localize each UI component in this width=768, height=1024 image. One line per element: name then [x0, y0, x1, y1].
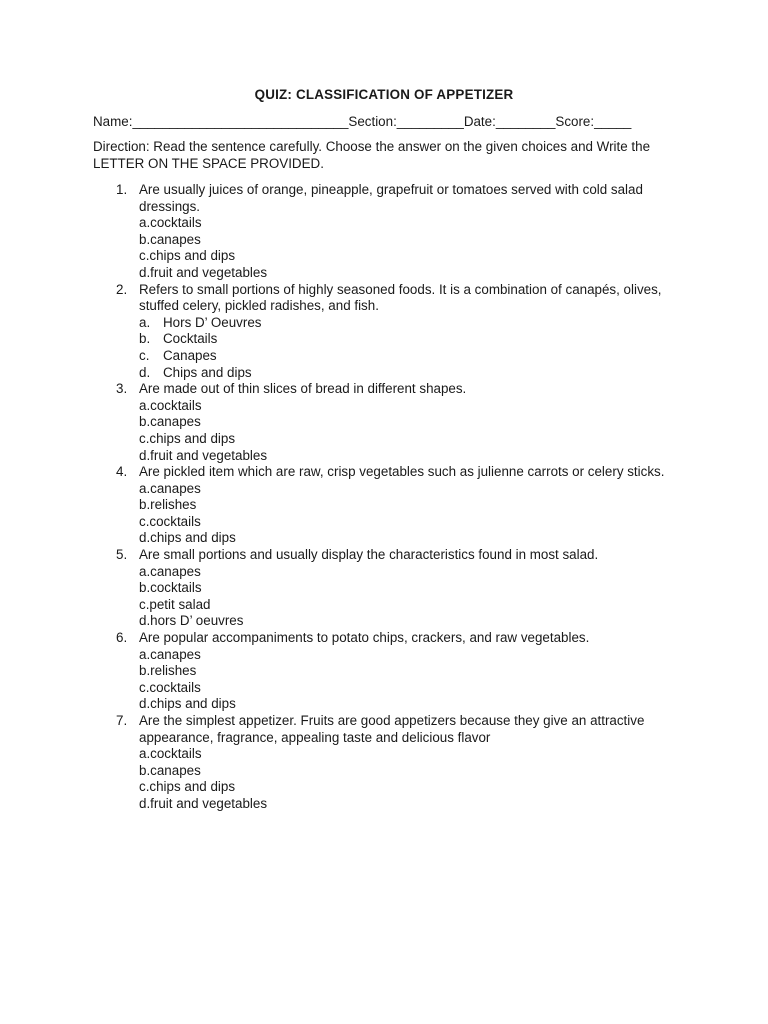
answer-choice: b.relishes: [139, 663, 197, 679]
choice-text: Chips and dips: [163, 364, 252, 380]
question-item: [93, 282, 693, 382]
choice-text: Cocktails: [163, 331, 218, 347]
answer-choice: b.canapes: [139, 231, 201, 247]
answer-choice: c.petit salad: [139, 596, 211, 612]
answer-choice: [139, 331, 693, 348]
question-number: 6.: [116, 630, 128, 646]
question-number: 4.: [116, 464, 128, 480]
answer-choice: [139, 315, 693, 332]
answer-choice: a.cocktails: [139, 215, 202, 231]
choice-letter: b.: [139, 331, 151, 347]
answer-choice: b.canapes: [139, 414, 201, 430]
question-item: [93, 713, 693, 813]
question-text: Are usually juices of orange, pineapple, grapefruit or tomatoes served with cold salad dressings.: [139, 182, 643, 214]
answer-choice: d.chips and dips: [139, 530, 236, 546]
question-item: [93, 464, 693, 547]
choice-text: Canapes: [163, 347, 217, 363]
question-item: [93, 630, 693, 713]
answer-choice: a.canapes: [139, 480, 201, 496]
answer-choice: [139, 348, 693, 365]
question-list: [93, 182, 693, 813]
student-info-line: Name:_____________________________Section:_________Date:________Score:_____: [93, 114, 632, 129]
question-text: Are the simplest appetizer. Fruits are good appetizers because they give an attractive appearance, fragrance, appealing taste and delicious flavor: [139, 713, 645, 745]
choice-text: Hors D’ Oeuvres: [163, 314, 262, 330]
question-text: Are made out of thin slices of bread in different shapes.: [139, 381, 467, 397]
question-item: [93, 381, 693, 464]
answer-choice: c.chips and dips: [139, 779, 236, 795]
question-item: [93, 547, 693, 630]
answer-choice: d.fruit and vegetables: [139, 447, 268, 463]
answer-choice: b.relishes: [139, 497, 197, 513]
quiz-title: QUIZ: CLASSIFICATION OF APPETIZER: [254, 87, 514, 102]
question-number: 3.: [116, 381, 128, 397]
choice-list: [139, 481, 693, 547]
choice-list: [139, 564, 693, 630]
answer-choice: [139, 365, 693, 382]
quiz-directions: Direction: Read the sentence carefully. Choose the answer on the given choices and Write the LETTER ON THE SPACE PROVIDED.: [93, 139, 651, 171]
answer-choice: d.fruit and vegetables: [139, 264, 268, 280]
choice-list: [139, 215, 693, 281]
question-text: Are small portions and usually display the characteristics found in most salad.: [139, 547, 599, 563]
question-number: 7.: [116, 713, 128, 728]
question-text: Are popular accompaniments to potato chips, crackers, and raw vegetables.: [139, 630, 590, 646]
question-number: 1.: [116, 182, 128, 197]
answer-choice: c.cocktails: [139, 679, 201, 695]
choice-letter: d.: [139, 364, 151, 380]
choice-list: [139, 315, 693, 381]
choice-letter: c.: [139, 347, 150, 363]
choice-list: [139, 398, 693, 464]
answer-choice: a.cocktails: [139, 397, 202, 413]
answer-choice: c.chips and dips: [139, 430, 236, 446]
answer-choice: a.canapes: [139, 563, 201, 579]
answer-choice: d.hors D’ oeuvres: [139, 613, 244, 629]
answer-choice: c.cocktails: [139, 513, 201, 529]
choice-letter: a.: [139, 314, 151, 330]
answer-choice: a.cocktails: [139, 746, 202, 762]
answer-choice: d.fruit and vegetables: [139, 795, 268, 811]
answer-choice: d.chips and dips: [139, 696, 236, 712]
answer-choice: a.canapes: [139, 646, 201, 662]
question-number: 5.: [116, 547, 128, 563]
question-number: 2.: [116, 281, 128, 297]
answer-choice: c.chips and dips: [139, 248, 236, 264]
choice-list: [139, 647, 693, 713]
question-text: Are pickled item which are raw, crisp vegetables such as julienne carrots or celery sticks.: [139, 464, 665, 480]
question-item: [93, 182, 693, 282]
answer-choice: b.canapes: [139, 762, 201, 778]
answer-choice: b.cocktails: [139, 580, 202, 596]
question-text: Refers to small portions of highly seasoned foods. It is a combination of canapés, olives, stuffed celery, pickled radishes, and fish.: [139, 281, 662, 314]
choice-list: [139, 746, 693, 812]
